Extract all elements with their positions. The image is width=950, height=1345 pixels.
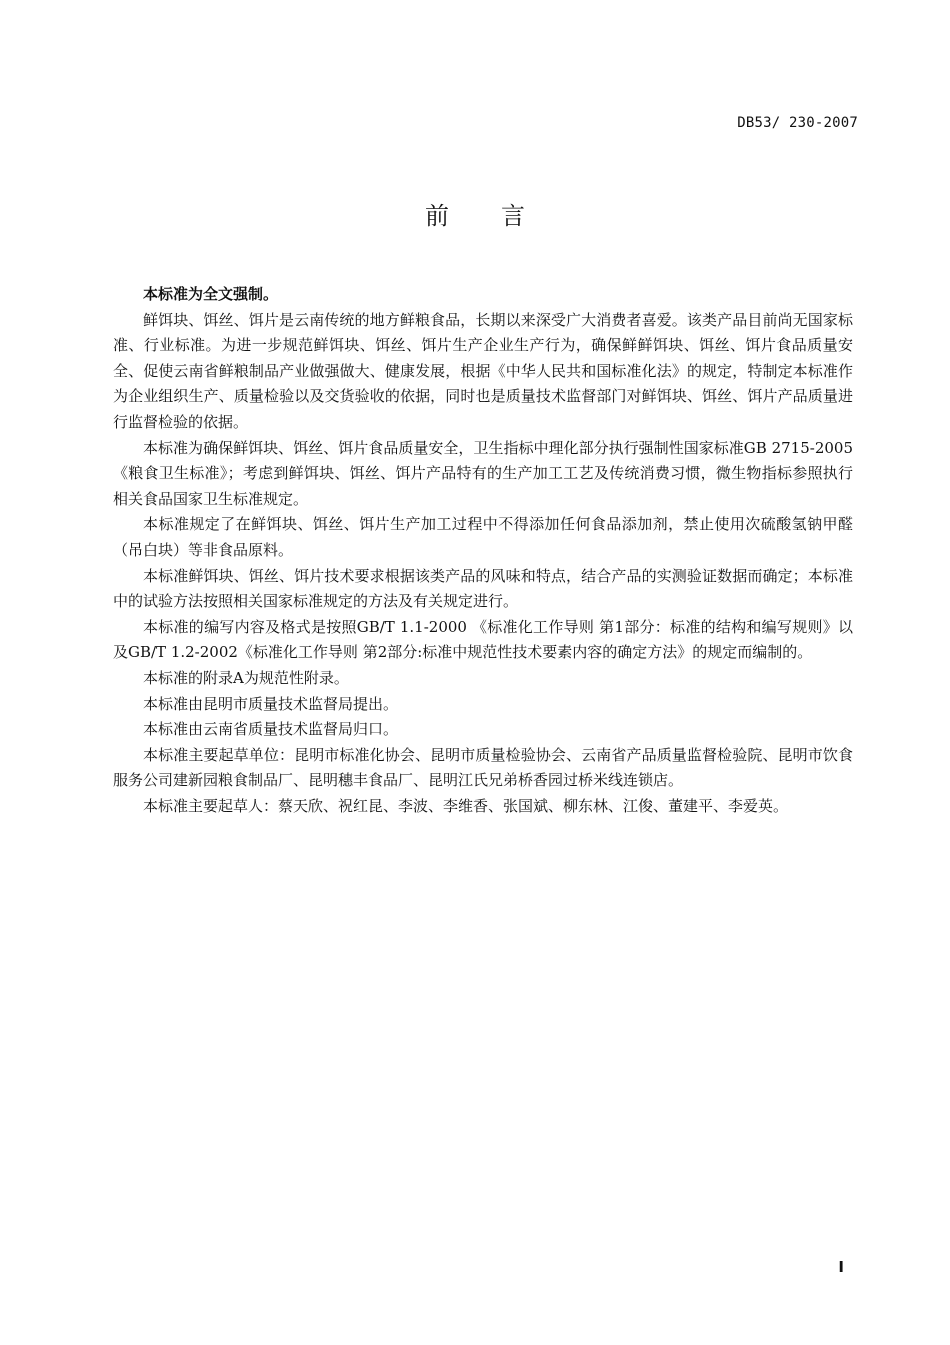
paragraph-drafting-format: 本标准的编写内容及格式是按照GB/T 1.1-2000 《标准化工作导则 第1部分：标准的结构和编写规则》以及GB/T 1.2-2002《标准化工作导则 第2部分:标准中规范性技术要素内容的确定方法》的规定而编制的。 bbox=[113, 617, 853, 662]
paragraph-appendix: 本标准的附录A为规范性附录。 bbox=[143, 668, 349, 687]
paragraph-technical-requirements: 本标准鲜饵块、饵丝、饵片技术要求根据该类产品的风味和特点，结合产品的实测验证数据而确定；本标准中的试验方法按照相关国家标准规定的方法及有关规定进行。 bbox=[113, 566, 853, 611]
page-number: I bbox=[838, 1258, 844, 1276]
mandatory-statement: 本标准为全文强制。 bbox=[143, 285, 279, 303]
paragraph-hygiene-indicators: 本标准为确保鲜饵块、饵丝、饵片食品质量安全，卫生指标中理化部分执行强制性国家标准GB 2715-2005《粮食卫生标准》；考虑到鲜饵块、饵丝、饵片产品特有的生产加工工艺及传统消费习惯，微生物指标参照执行相关食品国家卫生标准规定。 bbox=[113, 438, 853, 508]
page-title: 前言 bbox=[425, 202, 577, 230]
paragraph-drafting-units: 本标准主要起草单位：昆明市标准化协会、昆明市质量检验协会、云南省产品质量监督检验院、昆明市饮食服务公司建新园粮食制品厂、昆明穗丰食品厂、昆明江氏兄弟桥香园过桥米线连锁店。 bbox=[113, 745, 853, 790]
paragraph-managed-by: 本标准由云南省质量技术监督局归口。 bbox=[143, 720, 399, 739]
foreword-body bbox=[113, 282, 853, 819]
paragraph-drafters: 本标准主要起草人：蔡天欣、祝红昆、李波、李维香、张国斌、柳东林、江俊、董建平、李爱英。 bbox=[143, 796, 789, 815]
paragraph-background: 鲜饵块、饵丝、饵片是云南传统的地方鲜粮食品，长期以来深受广大消费者喜爱。该类产品目前尚无国家标准、行业标准。为进一步规范鲜饵块、饵丝、饵片生产企业生产行为，确保鲜鲜饵块、饵丝、饵片食品质量安全、促使云南省鲜粮制品产业做强做大、健康发展，根据《中华人民共和国标准化法》的规定，特制定本标准作为企业组织生产、质量检验以及交货验收的依据，同时也是质量技术监督部门对鲜饵块、饵丝、饵片产品质量进行监督检验的依据。 bbox=[113, 310, 853, 431]
paragraph-proposed-by: 本标准由昆明市质量技术监督局提出。 bbox=[143, 694, 399, 713]
paragraph-additives: 本标准规定了在鲜饵块、饵丝、饵片生产加工过程中不得添加任何食品添加剂，禁止使用次硫酸氢钠甲醛（吊白块）等非食品原料。 bbox=[113, 515, 853, 559]
standard-code: DB53/ 230-2007 bbox=[737, 115, 858, 131]
